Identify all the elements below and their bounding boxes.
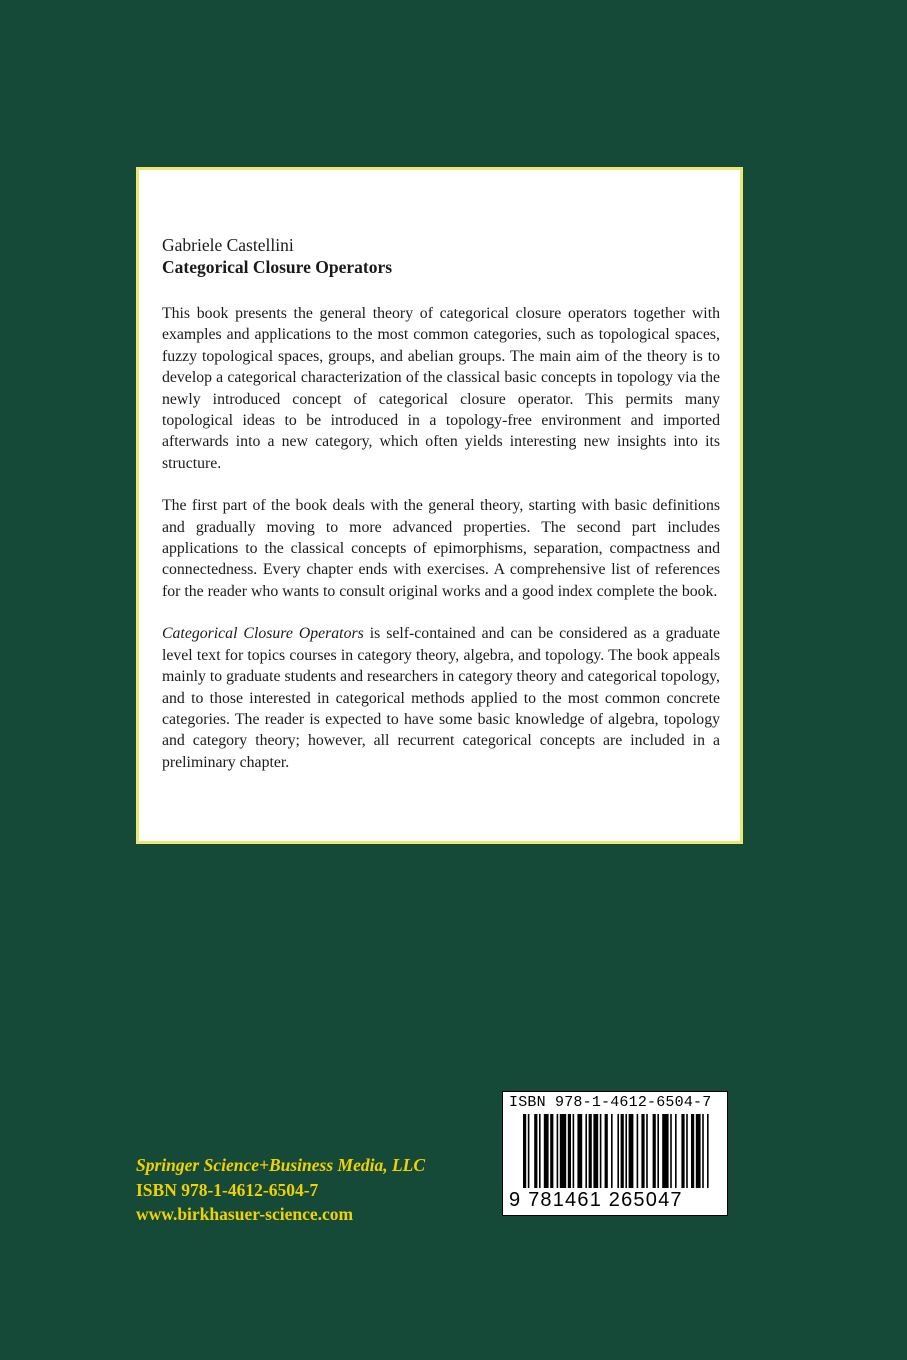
barcode-bar bbox=[641, 1114, 644, 1188]
barcode-bar bbox=[611, 1114, 613, 1188]
barcode-bar bbox=[550, 1114, 553, 1188]
barcode-bar bbox=[686, 1114, 688, 1188]
barcode-bar bbox=[585, 1114, 587, 1188]
barcode-bar bbox=[539, 1114, 541, 1188]
barcode-bar bbox=[702, 1114, 704, 1188]
barcode-bar bbox=[557, 1114, 559, 1188]
blurb-title-reference: Categorical Closure Operators bbox=[162, 625, 364, 643]
blurb-paragraph-1: This book presents the general theory of categorical closure operators together with examples and applications to the most common categories, such as topological spaces, fuzzy topological spaces, groups, and abelian groups. The main aim of the theory is to develop a categorical characterization of the classical basic concepts in topology via the newly introduced concept of categorical closure operator. This permits many topological ideas to be introduced in a topology-free environment and imported afterwards into a new category, which often yields interesting new insights into its structure. bbox=[162, 305, 720, 472]
barcode-bar bbox=[696, 1114, 701, 1188]
barcode-bar bbox=[528, 1114, 530, 1188]
barcode-bar bbox=[675, 1114, 677, 1188]
barcode-bar bbox=[617, 1114, 619, 1188]
barcode-bar bbox=[568, 1114, 571, 1188]
barcode-bar bbox=[560, 1114, 566, 1188]
barcode-bar bbox=[637, 1114, 639, 1188]
barcode-bar bbox=[681, 1114, 684, 1188]
barcode-bar bbox=[600, 1114, 602, 1188]
book-title: Categorical Closure Operators bbox=[162, 257, 393, 277]
author-name: Gabriele Castellini bbox=[162, 235, 294, 255]
barcode-bar bbox=[625, 1114, 627, 1188]
publisher-website: www.birkhasuer-science.com bbox=[136, 1204, 354, 1224]
barcode-bar bbox=[577, 1114, 582, 1188]
barcode-bar bbox=[573, 1114, 575, 1188]
barcode-bar bbox=[691, 1114, 694, 1188]
barcode-bar bbox=[657, 1114, 659, 1188]
isbn-barcode bbox=[502, 1091, 728, 1216]
barcode-bar bbox=[629, 1114, 634, 1188]
barcode-digits: 9 781461 265047 bbox=[509, 1189, 683, 1211]
barcode-bar bbox=[707, 1114, 709, 1188]
blurb-panel bbox=[136, 167, 743, 844]
barcode-bar bbox=[621, 1114, 624, 1188]
barcode-bar bbox=[605, 1114, 608, 1188]
barcode-bars-icon bbox=[507, 1114, 723, 1188]
barcode-isbn-text: ISBN 978-1-4612-6504-7 bbox=[509, 1094, 712, 1111]
barcode-bar bbox=[653, 1114, 656, 1188]
barcode-bar bbox=[662, 1114, 668, 1188]
publisher-block bbox=[136, 1153, 425, 1227]
publisher-isbn: ISBN 978-1-4612-6504-7 bbox=[136, 1179, 319, 1200]
barcode-bar bbox=[534, 1114, 537, 1188]
blurb-paragraph-3-text: is self-contained and can be considered as a graduate level text for topics courses in category theory, algebra, and topology. The book appeals mainly to graduate students and researchers in category theory and categorical topology, and to those interested in categorical methods applied to the most common concrete categories. The reader is expected to have some basic knowledge of algebra, topology and category theory; however, all recurrent categorical concepts are included in a preliminary chapter. bbox=[162, 625, 720, 771]
barcode-bar bbox=[670, 1114, 672, 1188]
barcode-bar bbox=[593, 1114, 598, 1188]
blurb-paragraph-2: The first part of the book deals with the general theory, starting with basic definitions and gradually moving to more advanced properties. The second part includes applications to the classical concepts of epimorphisms, separation, compactness and connectedness. Every chapter ends with exercises. A comprehensive list of references for the reader who wants to consult original works and a good index complete the book. bbox=[162, 497, 720, 600]
blurb-paragraph-3 bbox=[162, 623, 720, 773]
barcode-bar bbox=[589, 1114, 592, 1188]
barcode-bar bbox=[523, 1114, 526, 1188]
barcode-bar bbox=[646, 1114, 648, 1188]
publisher-imprint: Springer Science+Business Media, LLC bbox=[136, 1155, 426, 1175]
barcode-bar bbox=[544, 1114, 549, 1188]
